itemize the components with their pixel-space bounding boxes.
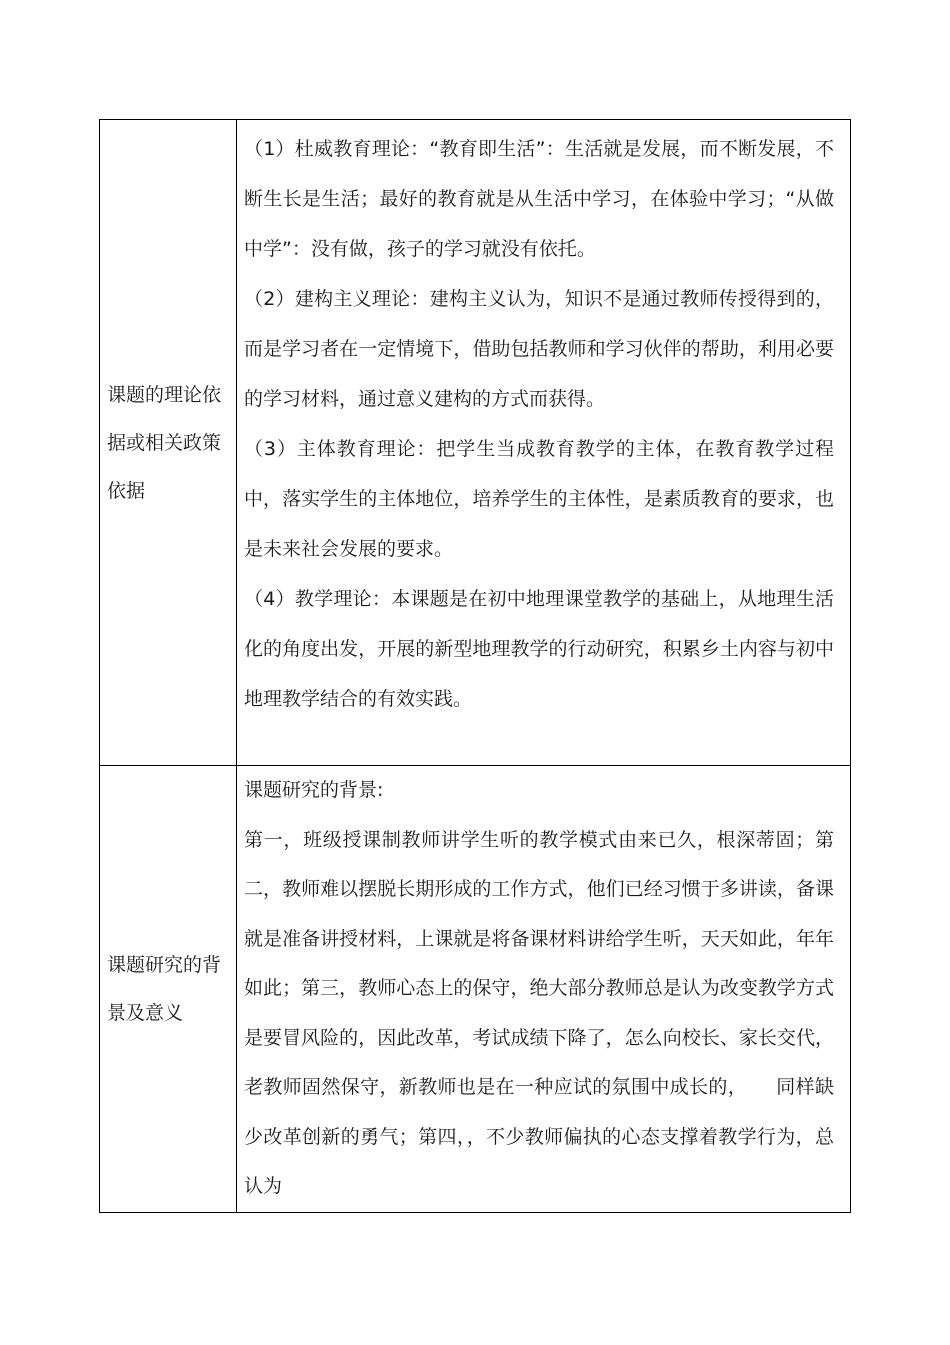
row-label: 课题研究的背景及意义 bbox=[107, 954, 222, 1024]
paragraph-subject-education-theory: （3）主体教育理论：把学生当成教育教学的主体，在教育教学过程中，落实学生的主体地位，培养学生的主体性，是素质教育的要求，也是未来社会发展的要求。 bbox=[244, 438, 834, 560]
row-label-cell bbox=[100, 766, 237, 1213]
paragraph-dewey-theory: （1）杜威教育理论：“教育即生活”：生活就是发展，而不断发展，不断生长是生活；最好的教育就是从生活中学习，在体验中学习；“从做中学”：没有做，孩子的学习就没有依托。 bbox=[244, 138, 834, 260]
paragraph-background-body: 第一，班级授课制教师讲学生听的教学模式由来已久，根深蒂固；第二，教师难以摆脱长期形成的工作方式，他们已经习惯于多讲读，备课就是准备讲授材料，上课就是将备课材料讲给学生听，天天如此，年年如此；第三，教师心态上的保守，绝大部分教师总是认为改变教学方式是要冒风险的，因此改革，考试成绩下降了，怎么向校长、家长交代，老教师固然保守，新教师也是在一种应试的氛围中成长的， 同样缺少改革创新的勇气；第四，，不少教师偏执的心态支撑着教学行为，总认为 bbox=[244, 828, 834, 1197]
document-table bbox=[99, 119, 851, 1213]
paragraph-teaching-theory: （4）教学理论：本课题是在初中地理课堂教学的基础上，从地理生活化的角度出发，开展的新型地理教学的行动研究，积累乡土内容与初中地理教学结合的有效实践。 bbox=[244, 588, 834, 710]
row-label: 课题的理论依据或相关政策依据 bbox=[107, 383, 222, 502]
row-label-cell bbox=[100, 120, 237, 766]
table-row-theory-basis bbox=[100, 120, 851, 766]
row-content-cell bbox=[237, 120, 851, 766]
paragraph-constructivism-theory: （2）建构主义理论：建构主义认为，知识不是通过教师传授得到的，而是学习者在一定情境下，借助包括教师和学习伙伴的帮助，利用必要的学习材料，通过意义建构的方式而获得。 bbox=[244, 288, 834, 410]
table-row-background-significance bbox=[100, 766, 851, 1213]
paragraph-background-heading: 课题研究的背景: bbox=[244, 779, 384, 801]
row-content-cell bbox=[237, 766, 851, 1213]
